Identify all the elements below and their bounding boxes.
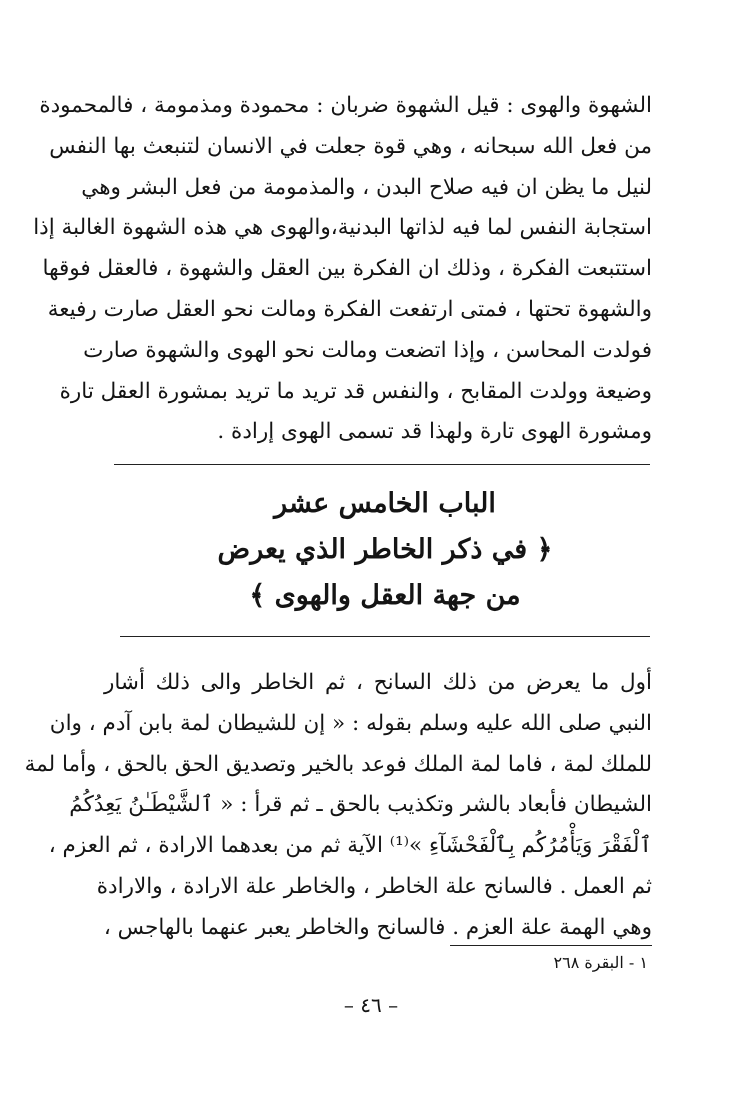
paragraph-first-thought bbox=[24, 663, 652, 949]
chapter-subtitle-line-1: ﴿ في ذكر الخاطر الذي يعرض bbox=[217, 534, 553, 565]
footnote: ١ - البقرة ٢٦٨ bbox=[553, 953, 648, 972]
chapter-title: الباب الخامس عشر bbox=[274, 488, 496, 519]
footnote-separator bbox=[450, 945, 652, 946]
text-line: استجابة النفس لما فيه لذاتها البدنية،والهوى هي هذه الشهوة الغالبة إذا bbox=[33, 215, 652, 241]
text-line: والشهوة تحتها ، فمتى ارتفعت الفكرة ومالت نحو العقل صارت رفيعة bbox=[47, 296, 652, 322]
text-line: ٱلْفَقْرَ وَيَأْمُرُكُم بِٱلْفَحْشَآءِ »⁽¹⁾ الآية ثم من بعدهما الارادة ، ثم العزم ، bbox=[48, 833, 652, 859]
page-number: – ٤٦ – bbox=[343, 993, 399, 1017]
section-divider-top bbox=[114, 464, 650, 465]
text-line: فولدت المحاسن ، وإذا اتضعت ومالت نحو الهوى والشهوة صارت bbox=[83, 337, 652, 363]
text-line: لنيل ما يظن ان فيه صلاح البدن ، والمذمومة من فعل البشر وهي bbox=[81, 174, 652, 200]
text-line: وهي الهمة علة العزم . فالسانح والخاطر يعبر عنهما بالهاجس ، bbox=[103, 914, 652, 940]
text-line: ثم العمل . فالسانح علة الخاطر ، والخاطر علة الارادة ، والارادة bbox=[96, 873, 652, 899]
text-line: الشهوة والهوى : قيل الشهوة ضربان : محمودة ومذمومة ، فالمحمودة bbox=[39, 93, 652, 118]
text-line: الشيطان فأبعاد بالشر وتكذيب بالحق ـ ثم قرأ : « ٱلشَّيْطَـٰنُ يَعِدُكُمُ bbox=[69, 792, 652, 818]
text-line: النبي صلى الله عليه وسلم بقوله : « إن للشيطان لمة بابن آدم ، وان bbox=[49, 710, 652, 736]
text-line: ومشورة الهوى تارة ولهذا قد تسمى الهوى إرادة . bbox=[217, 419, 652, 445]
chapter-subtitle-line-2: من جهة العقل والهوى ﴾ bbox=[249, 580, 521, 611]
text-line: للملك لمة ، فاما لمة الملك فوعد بالخير وتصديق الحق بالحق ، وأما لمة bbox=[24, 751, 652, 777]
text-line: من فعل الله سبحانه ، وهي قوة جعلت في الانسان لتنبعث بها النفس bbox=[49, 133, 652, 159]
section-divider-bottom bbox=[120, 636, 650, 637]
paragraph-desire-and-whim bbox=[33, 86, 652, 453]
text-line: أول ما يعرض من ذلك السانح ، ثم الخاطر والى ذلك أشار bbox=[104, 670, 652, 695]
text-line: استتبعت الفكرة ، وذلك ان الفكرة بين العقل والشهوة ، فالعقل فوقها bbox=[42, 256, 652, 282]
text-line: وضيعة وولدت المقابح ، والنفس قد تريد ما تريد بمشورة العقل تارة bbox=[59, 378, 652, 404]
